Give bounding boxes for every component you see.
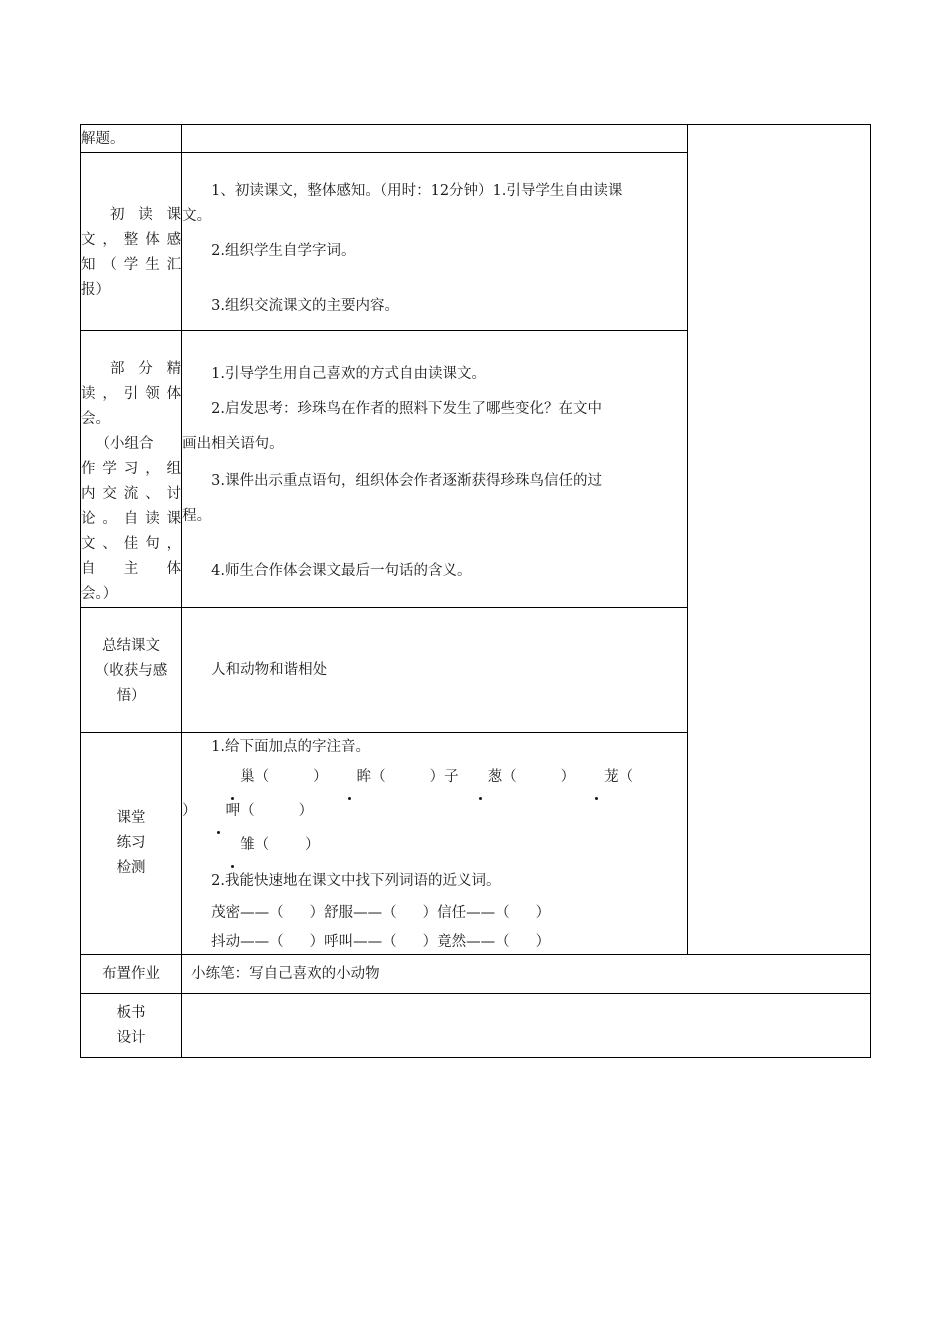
label-line: 初读课 xyxy=(110,207,182,223)
label-line: 自 主 体 xyxy=(81,561,182,577)
label-line: 会。 xyxy=(81,411,110,427)
dotted-char: 眸 xyxy=(328,760,372,794)
label-line: 读，引领体 xyxy=(81,386,182,402)
question-1: 1.给下面加点的字注音。 xyxy=(211,739,370,755)
cell-problem-content xyxy=(182,125,688,153)
label-line: 练习 xyxy=(116,835,146,851)
label-line: 作学习，组 xyxy=(81,461,182,477)
text-line: 3.课件出示重点语句，组织体会作者逐渐获得珍珠鸟信任的过 xyxy=(211,473,602,489)
label-line: 设计 xyxy=(116,1030,146,1046)
label-line: 论。自读课 xyxy=(81,511,182,527)
row-board-design xyxy=(81,994,871,1058)
cell-first-reading xyxy=(182,153,688,331)
dotted-char: 葱 xyxy=(459,760,503,794)
label-exercise xyxy=(81,733,182,955)
text-line: 程。 xyxy=(182,508,212,524)
cell-partial-reading xyxy=(182,331,688,608)
synonym-row-1: 茂密——（ ）舒服——（ ）信任——（ ） xyxy=(211,905,551,921)
label-board-design xyxy=(81,994,182,1058)
lesson-plan-table xyxy=(80,124,871,1058)
text-line: 1.引导学生用自己喜欢的方式自由读课文。 xyxy=(211,366,486,382)
label-line: 板书 xyxy=(116,1005,146,1021)
label-line: 总结课文 xyxy=(102,638,161,654)
cell-side-notes xyxy=(687,125,870,955)
label-homework: 布置作业 xyxy=(81,955,182,994)
text-line: 1、初读课文，整体感知。（用时：12分钟）1.引导学生自由读课 xyxy=(211,183,623,199)
label-line: 会。） xyxy=(81,586,118,602)
summary-text: 人和动物和谐相处 xyxy=(211,662,328,678)
text-line: 画出相关语句。 xyxy=(182,436,284,452)
text-line: 3.组织交流课文的主要内容。 xyxy=(211,298,399,314)
row-problem xyxy=(81,125,871,153)
cell-homework: 小练笔：写自己喜欢的小动物 xyxy=(182,955,871,994)
label-partial-reading xyxy=(81,331,182,608)
label-summary xyxy=(81,608,182,733)
dotted-char: 呷 xyxy=(197,794,241,828)
text-line: 2.组织学生自学字词。 xyxy=(211,243,356,259)
label-line: 部 分 精 xyxy=(110,361,182,377)
label-line: 悟） xyxy=(116,688,146,704)
dotted-char: 雏 xyxy=(211,828,255,862)
text-line: 2.启发思考：珍珠鸟在作者的照料下发生了哪些变化？在文中 xyxy=(211,401,602,417)
question-2: 2.我能快速地在课文中找下列词语的近义词。 xyxy=(211,873,501,889)
label-line: 文，整体感 xyxy=(81,232,182,248)
text-line: 4.师生合作体会课文最后一句话的含义。 xyxy=(211,563,472,579)
pinyin-row-1: 巢（ ） 眸（ ）子 葱（ ） 茏（） 呷（ ） xyxy=(182,760,687,828)
label-line: 内交流、讨 xyxy=(81,486,182,502)
label-line: 文、佳句， xyxy=(81,536,182,552)
plain-char: 子 xyxy=(444,769,459,785)
label-line: 检测 xyxy=(116,860,146,876)
label-line: 报） xyxy=(81,282,110,298)
text-line: 文。 xyxy=(182,208,212,224)
label-line: 知（学生汇 xyxy=(81,257,182,273)
label-first-reading xyxy=(81,153,182,331)
cell-summary xyxy=(182,608,688,733)
dotted-char: 巢 xyxy=(211,760,255,794)
cell-exercise xyxy=(182,733,688,955)
label-line: （小组合 xyxy=(95,436,154,452)
row-homework xyxy=(81,955,871,994)
pinyin-row-2: 雏（ ） xyxy=(182,828,687,862)
synonym-row-2: 抖动——（ ）呼叫——（ ）竟然——（ ） xyxy=(211,934,551,950)
dotted-char: 茏 xyxy=(575,760,619,794)
cell-board-design xyxy=(182,994,871,1058)
label-line: （收获与感 xyxy=(94,663,168,679)
label-line: 课堂 xyxy=(116,810,146,826)
label-problem: 解题。 xyxy=(81,125,182,153)
